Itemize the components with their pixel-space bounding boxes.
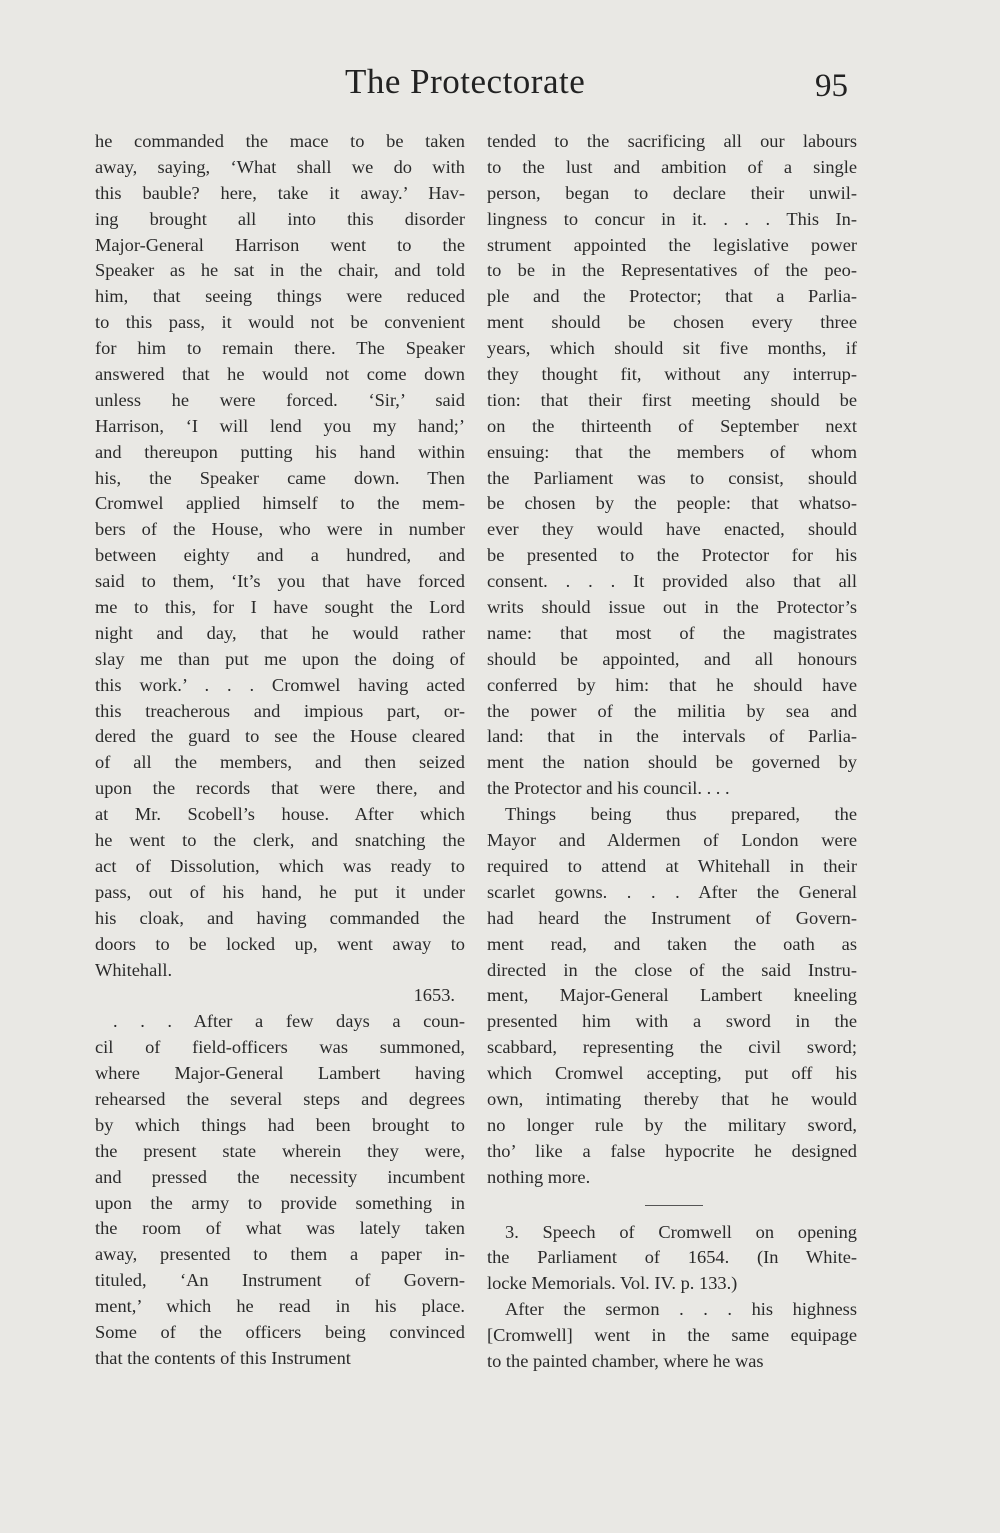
text-line: lingness to concur in it. . . . This In-: [487, 208, 857, 229]
text-line: and thereupon putting his hand within: [95, 441, 465, 462]
text-line: the Protector and his council. . . .: [487, 778, 730, 799]
text-line: own, intimating thereby that he would: [487, 1088, 857, 1109]
text-line: directed in the close of the said Instru-: [487, 959, 857, 980]
text-line: ment should be chosen every three: [487, 312, 857, 333]
text-line: tended to the sacrificing all our labours: [487, 131, 857, 151]
text-line: ing brought all into this disorder: [95, 208, 465, 229]
text-line: locke Memorials. Vol. IV. p. 133.): [487, 1273, 738, 1294]
text-line: bers of the House, who were in number: [95, 519, 465, 540]
text-line: which Cromwel accepting, put off his: [487, 1063, 857, 1084]
text-line: strument appointed the legislative power: [487, 234, 857, 255]
right-column: [487, 129, 857, 1375]
text-line: Cromwel applied himself to the mem-: [95, 493, 465, 514]
text-line: he went to the clerk, and snatching the: [95, 830, 465, 851]
running-title: The Protectorate: [345, 62, 586, 101]
text-line: away, saying, ‘What shall we do with: [95, 156, 465, 177]
text-line: land: that in the intervals of Parlia-: [487, 726, 857, 747]
section-heading: [487, 1220, 857, 1298]
text-line: the Parliament of 1654. (In White-: [487, 1247, 857, 1268]
text-line: for him to remain there. The Speaker: [95, 338, 465, 359]
text-line: upon the army to provide something in: [95, 1192, 465, 1213]
text-line: him, that seeing things were reduced: [95, 286, 465, 307]
text-line: that the contents of this Instrument: [95, 1347, 351, 1368]
text-line: answered that he would not come down: [95, 364, 465, 385]
text-line: away, presented to them a paper in-: [95, 1244, 465, 1265]
text-line: they thought fit, without any interrup-: [487, 364, 857, 385]
text-line: scarlet gowns. . . . After the General: [487, 881, 857, 902]
text-line: [Cromwell] went in the same equipage: [487, 1325, 857, 1346]
text-line: consent. . . . It provided also that all: [487, 571, 857, 592]
text-line: upon the records that were there, and: [95, 778, 465, 799]
text-line: of all the members, and then seized: [95, 752, 465, 773]
text-line: should be appointed, and all honours: [487, 648, 857, 669]
text-line: ment read, and taken the oath as: [487, 933, 857, 954]
text-line: writs should issue out in the Protector’s: [487, 597, 857, 618]
text-line: the Parliament was to consist, should: [487, 467, 857, 488]
left-column: [95, 129, 465, 1372]
text-line: tituled, ‘An Instrument of Govern-: [95, 1270, 465, 1291]
text-line: required to attend at Whitehall in their: [487, 855, 857, 876]
text-line: ment the nation should be governed by: [487, 752, 857, 773]
text-line: at Mr. Scobell’s house. After which: [95, 804, 465, 825]
text-line: on the thirteenth of September next: [487, 415, 857, 436]
text-line: be chosen by the people: that whatso-: [487, 493, 857, 514]
text-line: no longer rule by the military sword,: [487, 1114, 857, 1135]
text-line: Major-General Harrison went to the: [95, 234, 465, 255]
right-paragraph-2: [487, 802, 857, 1190]
text-line: unless he were forced. ‘Sir,’ said: [95, 389, 465, 410]
right-paragraph-3: [487, 1297, 857, 1375]
text-line: . . . After a few days a coun-: [113, 1011, 465, 1032]
text-line: person, began to declare their unwil-: [487, 182, 857, 203]
text-line: cil of field-officers was summoned,: [95, 1037, 465, 1058]
text-line: act of Dissolution, which was ready to: [95, 855, 465, 876]
text-line: doors to be locked up, went away to: [95, 933, 465, 954]
text-line: rehearsed the several steps and degrees: [95, 1088, 465, 1109]
text-line: scabbard, representing the civil sword;: [487, 1037, 857, 1058]
text-line: this work.’ . . . Cromwel having acted: [95, 674, 465, 695]
text-line: said to them, ‘It’s you that have forced: [95, 571, 465, 592]
text-line: Things being thus prepared, the: [505, 804, 857, 825]
text-line: Whitehall.: [95, 959, 173, 980]
text-line: between eighty and a hundred, and: [95, 545, 465, 566]
left-paragraph-1: [95, 129, 465, 983]
text-line: by which things had been brought to: [95, 1114, 465, 1135]
text-line: ple and the Protector; that a Parlia-: [487, 286, 857, 307]
text-line: tho’ like a false hypocrite he designed: [487, 1140, 857, 1161]
page-header: [0, 62, 1000, 112]
text-line: to the lust and ambition of a single: [487, 156, 857, 177]
text-line: to this pass, it would not be convenient: [95, 312, 465, 333]
text-line: ment, Major-General Lambert kneeling: [487, 985, 857, 1006]
text-line: the room of what was lately taken: [95, 1218, 465, 1239]
text-line: ever they would have enacted, should: [487, 519, 857, 540]
text-line: pass, out of his hand, he put it under: [95, 881, 465, 902]
text-line: Mayor and Aldermen of London were: [487, 830, 857, 851]
text-line: dered the guard to see the House cleared: [95, 726, 465, 747]
text-line: this bauble? here, take it away.’ Hav-: [95, 182, 465, 203]
text-line: conferred by him: that he should have: [487, 674, 857, 695]
text-line: the power of the militia by sea and: [487, 700, 857, 721]
section-divider: [645, 1205, 703, 1206]
text-line: years, which should sit five months, if: [487, 338, 857, 359]
text-line: Speaker as he sat in the chair, and told: [95, 260, 465, 281]
text-line: After the sermon . . . his highness: [505, 1299, 857, 1320]
text-line: be presented to the Protector for his: [487, 545, 857, 566]
year-heading: 1653.: [413, 985, 455, 1006]
text-line: night and day, that he would rather: [95, 622, 465, 643]
text-line: Some of the officers being convinced: [95, 1321, 465, 1342]
text-line: me to this, for I have sought the Lord: [95, 597, 465, 618]
text-line: tion: that their first meeting should be: [487, 389, 857, 410]
text-line: had heard the Instrument of Govern-: [487, 907, 857, 928]
text-line: where Major-General Lambert having: [95, 1063, 465, 1084]
text-line: 3. Speech of Cromwell on opening: [505, 1221, 857, 1242]
text-line: this treacherous and impious part, or-: [95, 700, 465, 721]
text-line: the present state wherein they were,: [95, 1140, 465, 1161]
text-line: nothing more.: [487, 1166, 591, 1187]
text-line: to the painted chamber, where he was: [487, 1350, 764, 1371]
text-line: ensuing: that the members of whom: [487, 441, 857, 462]
text-line: name: that most of the magistrates: [487, 622, 857, 643]
text-line: presented him with a sword in the: [487, 1011, 857, 1032]
text-line: his, the Speaker came down. Then: [95, 467, 465, 488]
text-line: his cloak, and having commanded the: [95, 907, 465, 928]
text-line: ment,’ which he read in his place.: [95, 1296, 465, 1317]
left-paragraph-2: [95, 1009, 465, 1371]
text-line: Harrison, ‘I will lend you my hand;’: [95, 415, 465, 436]
text-line: slay me than put me upon the doing of: [95, 648, 465, 669]
text-line: he commanded the mace to be taken: [95, 131, 465, 151]
text-line: and pressed the necessity incumbent: [95, 1166, 465, 1187]
page-number: 95: [815, 68, 848, 104]
text-line: to be in the Representatives of the peo-: [487, 260, 857, 281]
right-paragraph-1: [487, 129, 857, 802]
